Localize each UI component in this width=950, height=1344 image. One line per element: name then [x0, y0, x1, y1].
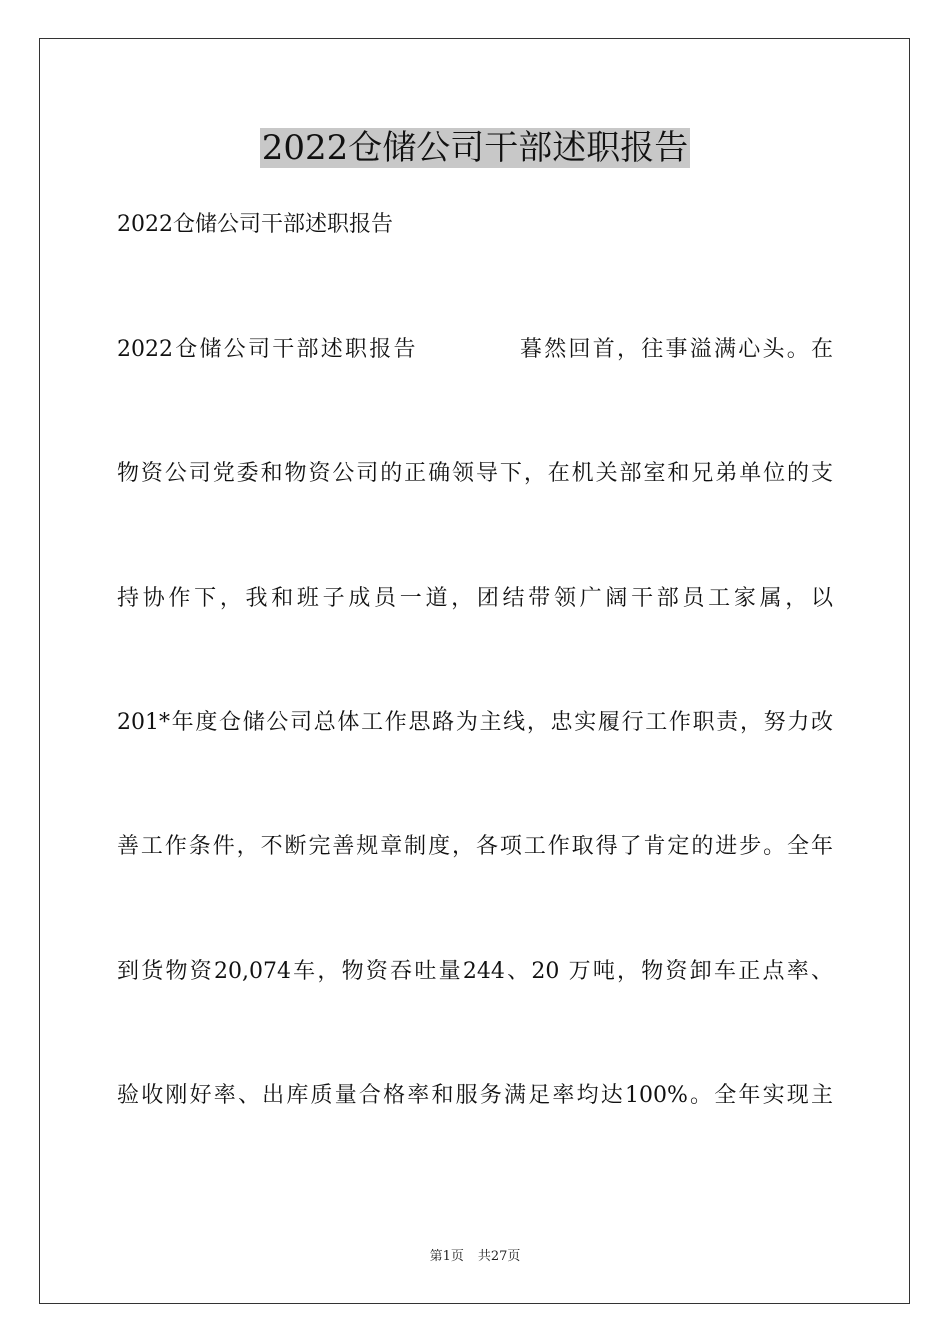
document-title — [0, 126, 950, 170]
body-line-3: 持协作下，我和班子成员一道，团结带领广阔干部员工家属，以 — [117, 586, 833, 611]
body-line-5: 善工作条件，不断完善规章制度，各项工作取得了肯定的进步。全年 — [117, 834, 833, 859]
page-number: 第1页 — [429, 1249, 464, 1264]
body-line-7: 验收刚好率、出库质量合格率和服务满足率均达100%。全年实现主 — [117, 1083, 833, 1108]
body-line-1-lead: 2022仓储公司干部述职报告 — [117, 337, 418, 362]
body-line-2: 物资公司党委和物资公司的正确领导下，在机关部室和兄弟单位的支 — [117, 461, 833, 486]
document-subtitle: 2022仓储公司干部述职报告 — [117, 212, 393, 237]
body-line-1 — [117, 335, 833, 365]
body-line-1-text: 暮然回首，往事溢满心头。在 — [517, 337, 833, 362]
document-title-text: 2022仓储公司干部述职报告 — [261, 128, 689, 168]
body-line-4: 201*年度仓储公司总体工作思路为主线，忠实履行工作职责，努力改 — [117, 710, 833, 735]
page-footer — [0, 1248, 950, 1266]
page-total: 共27页 — [477, 1249, 521, 1264]
body-line-6: 到货物资20,074车，物资吞吐量244、20 万吨，物资卸车正点率、 — [117, 959, 833, 984]
